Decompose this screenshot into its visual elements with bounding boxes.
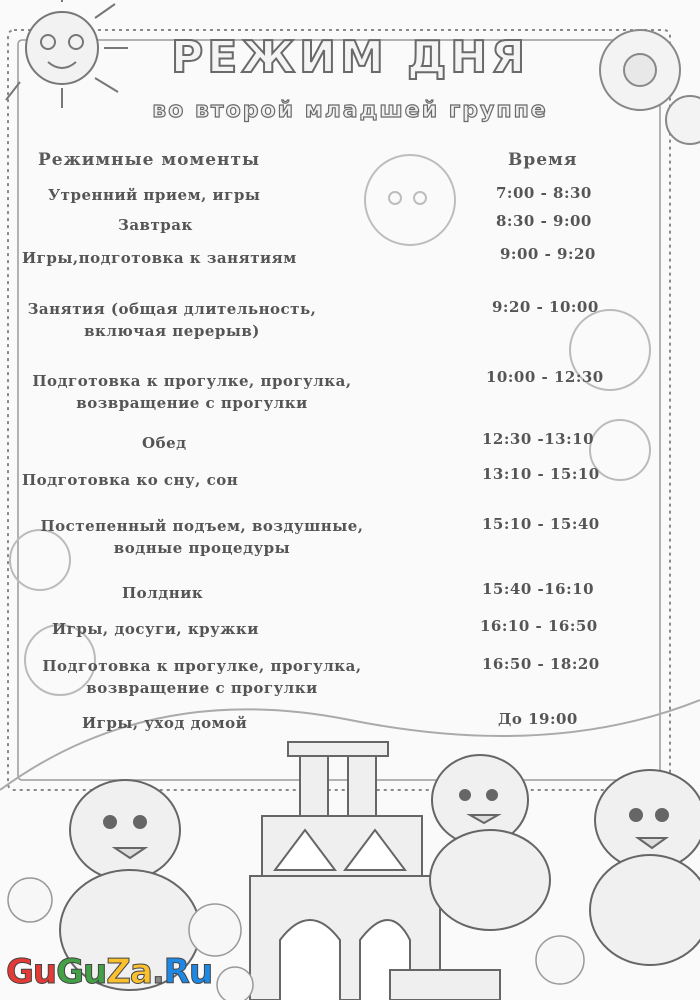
site-logo: [6, 952, 212, 992]
page-title: РЕЖИМ ДНЯ: [171, 32, 529, 83]
logo-part: Ru: [163, 952, 213, 992]
flower-icon: [600, 30, 700, 144]
activity-cell: Обед: [142, 434, 187, 452]
time-cell: 9:20 - 10:00: [492, 298, 599, 316]
time-cell: 16:10 - 16:50: [480, 617, 598, 635]
logo-part: Za: [106, 952, 152, 992]
activity-cell: Подготовка ко сну, сон: [22, 471, 239, 489]
header-activity: Режимные моменты: [38, 150, 261, 170]
time-cell: 12:30 -13:10: [482, 430, 595, 448]
logo-part: .: [151, 952, 164, 992]
activity-cell: Игры,подготовка к занятиям: [22, 249, 297, 267]
time-cell: 13:10 - 15:10: [482, 465, 600, 483]
time-cell: 16:50 - 18:20: [482, 655, 600, 673]
activity-cell: Утренний прием, игры: [48, 186, 261, 204]
page-subtitle: во второй младшей группе: [152, 98, 548, 123]
activity-cell: Подготовка к прогулке, прогулка, возвращение с прогулки: [42, 657, 362, 697]
chick-middle-icon: [430, 755, 550, 930]
logo-part: Gu: [56, 952, 107, 992]
sun-icon: [6, 0, 128, 108]
time-cell: 10:00 - 12:30: [486, 368, 604, 386]
activity-cell: Полдник: [122, 584, 204, 602]
activity-cell: Занятия (общая длительность, включая перерыв): [27, 300, 317, 340]
chick-right-icon: [590, 770, 700, 965]
activity-cell: Завтрак: [118, 216, 193, 234]
logo-part: Gu: [6, 952, 57, 992]
activity-cell: Игры, досуги, кружки: [52, 620, 259, 638]
header-time: Время: [508, 150, 578, 170]
time-cell: 7:00 - 8:30: [496, 184, 592, 202]
time-cell: 15:40 -16:10: [482, 580, 595, 598]
time-cell: 15:10 - 15:40: [482, 515, 600, 533]
time-cell: До 19:00: [498, 710, 578, 728]
time-cell: 8:30 - 9:00: [496, 212, 592, 230]
activity-cell: Постепенный подъем, воздушные, водные процедуры: [40, 517, 364, 557]
sheep-icon: [365, 155, 455, 245]
activity-cell: Игры, уход домой: [82, 714, 248, 732]
time-cell: 9:00 - 9:20: [500, 245, 596, 263]
activity-cell: Подготовка к прогулке, прогулка, возвращение с прогулки: [32, 372, 352, 412]
